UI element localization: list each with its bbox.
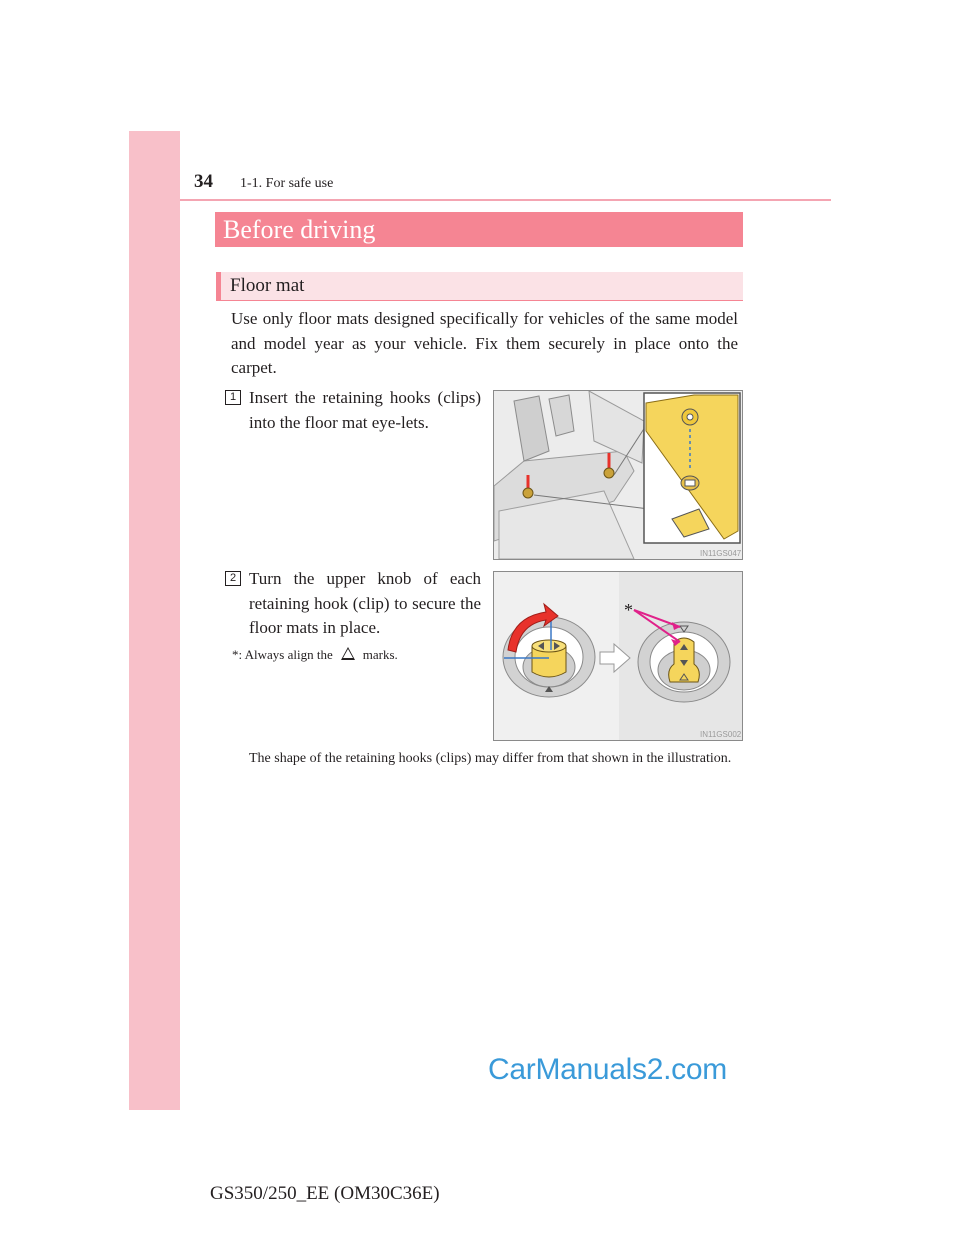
- figure-knob-rotation: [493, 571, 743, 741]
- section-title: Before driving: [223, 215, 376, 244]
- step-text-1: Insert the retaining hooks (clips) into the floor mat eye-lets.: [249, 388, 481, 432]
- subsection-bar: [216, 272, 743, 301]
- figure-floor-mat-hooks: [493, 390, 743, 560]
- step-text-2: Turn the upper knob of each retaining hook (clip) to secure the floor mats in place.: [249, 569, 481, 637]
- subsection-rule: [216, 300, 743, 301]
- knob-illustration: [494, 572, 742, 740]
- figure-marker-asterisk: *: [624, 600, 633, 620]
- floor-mat-illustration: [494, 391, 742, 559]
- triangle-outline-icon: [341, 647, 355, 660]
- note-prefix: *: Always align the: [232, 647, 333, 662]
- alignment-note: [232, 646, 398, 663]
- intro-paragraph: Use only floor mats designed specifically for vehicles of the same model and model year as your vehicle. Fix them securely in place onto the carpet.: [231, 309, 738, 377]
- note-suffix: marks.: [362, 647, 398, 662]
- step-number-2: 2: [225, 571, 241, 586]
- section-title-bar: [215, 212, 743, 247]
- watermark: CarManuals2.com: [488, 1053, 727, 1086]
- figure-code-2: IN11GS002: [700, 730, 742, 739]
- subsection-title: Floor mat: [230, 275, 305, 296]
- footer-model-code: GS350/250_EE (OM30C36E): [210, 1183, 440, 1204]
- footnote-paragraph: The shape of the retaining hooks (clips) may differ from that shown in the illustration.: [249, 751, 732, 766]
- header-rule: [180, 199, 831, 201]
- step-number-1: 1: [225, 390, 241, 405]
- sidebar-tab: [129, 131, 180, 1110]
- figure-code-1: IN11GS047: [700, 549, 742, 558]
- page-number: 34: [194, 171, 213, 192]
- section-reference: 1-1. For safe use: [240, 176, 334, 191]
